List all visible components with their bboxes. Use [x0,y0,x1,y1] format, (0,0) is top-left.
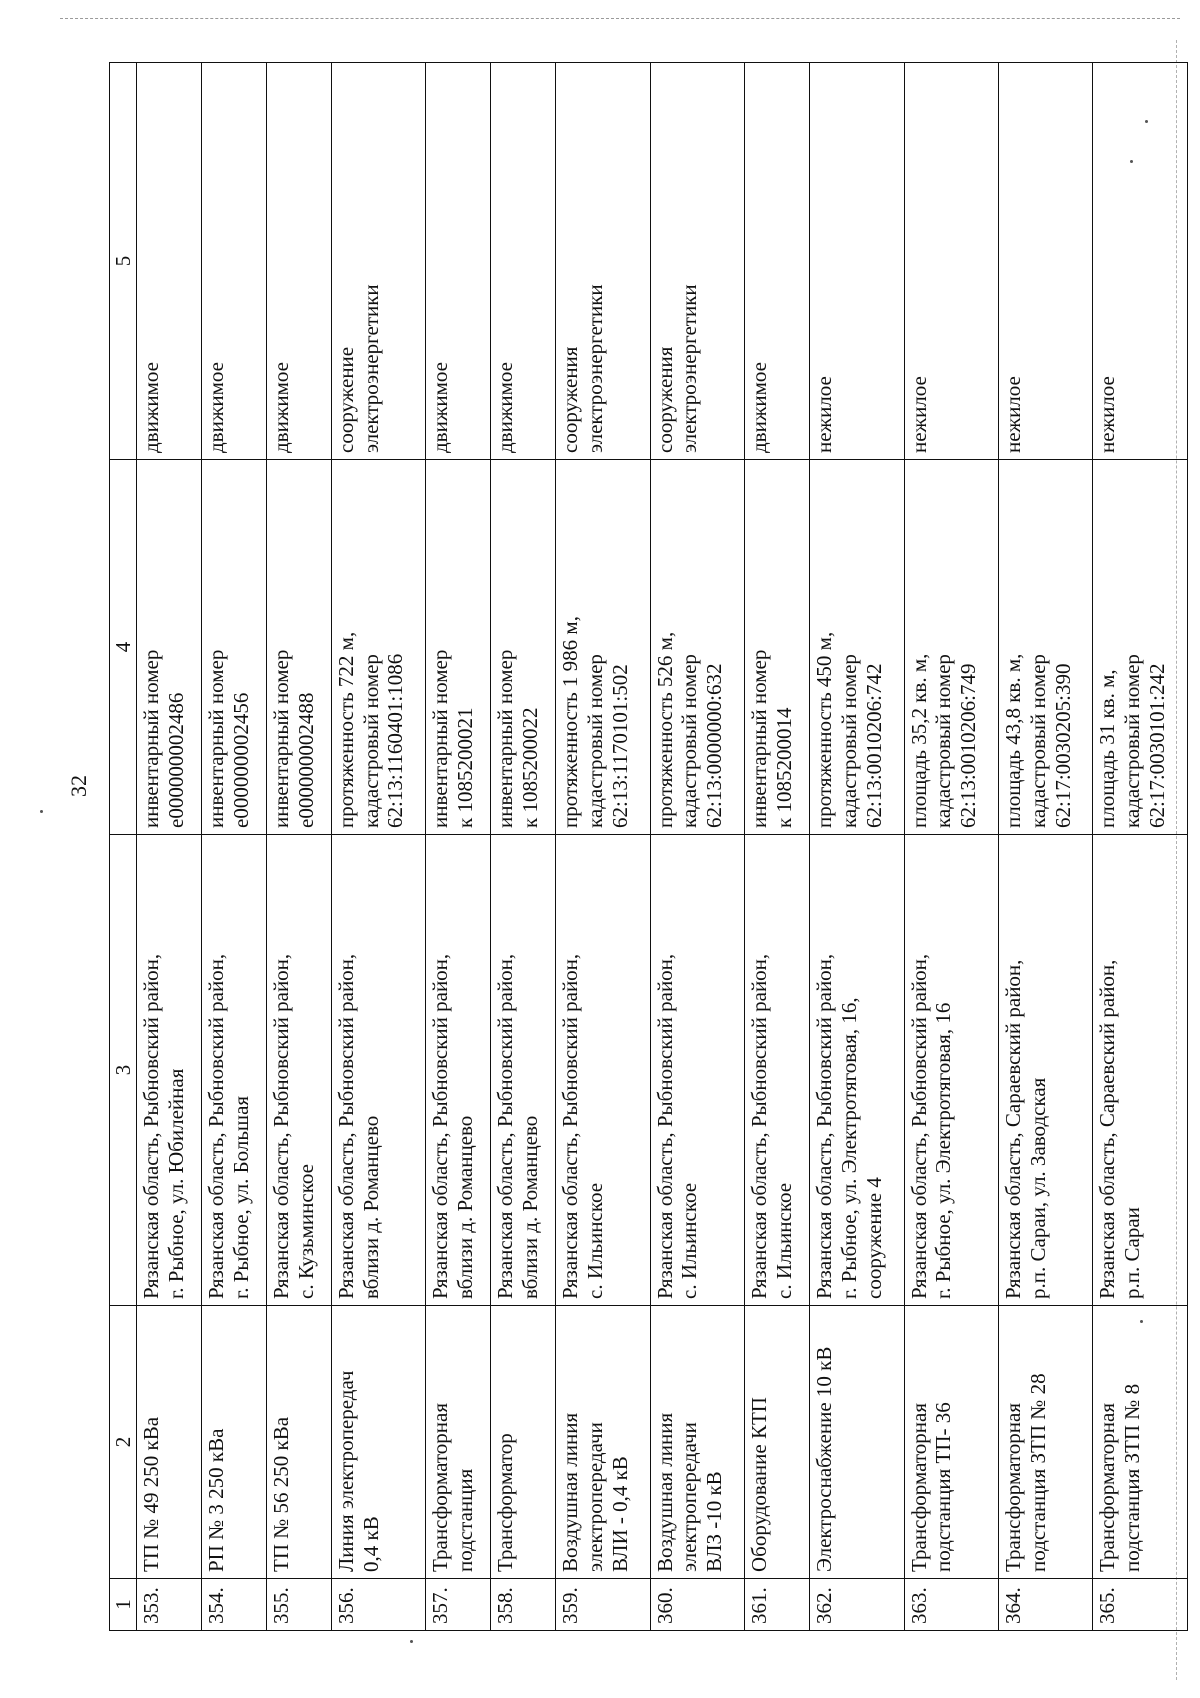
address-cell: Рязанская область, Рыбновский район, с. Ильинское [650,835,744,1306]
table-row [491,63,556,1631]
row-number-cell: 359. [556,1579,650,1631]
table-row [556,63,650,1631]
details-cell: протяженность 1 986 м, кадастровый номер 62:13:1170101:502 [556,460,650,835]
column-header-4: 4 [110,460,137,835]
registry-table-container [109,63,1188,1631]
registry-table [109,62,1188,1631]
object-name-cell: Трансформаторная подстанция ЗТП № 8 [1093,1306,1188,1579]
property-type-cell: сооружение электроэнергетики [331,63,425,460]
details-cell: инвентарный номер е000000002486 [137,460,202,835]
table-row [331,63,425,1631]
table-row [810,63,904,1631]
property-type-cell: сооружения электроэнергетики [650,63,744,460]
page-number: 32 [66,775,91,797]
property-type-cell: движимое [266,63,331,460]
address-cell: Рязанская область, Рыбновский район, г. Рыбное, ул. Электротяговая, 16, сооружение 4 [810,835,904,1306]
row-number-cell: 362. [810,1579,904,1631]
details-cell: площадь 31 кв. м, кадастровый номер 62:17:0030101:242 [1093,460,1188,835]
row-number-cell: 355. [266,1579,331,1631]
address-cell: Рязанская область, Рыбновский район, г. Рыбное, ул. Большая [201,835,266,1306]
table-row [1093,63,1188,1631]
row-number-cell: 357. [426,1579,491,1631]
details-cell: протяженность 450 м, кадастровый номер 62:13:0010206:742 [810,460,904,835]
object-name-cell: Воздушная линия электропередачи ВЛИ - 0,4 кВ [556,1306,650,1579]
address-cell: Рязанская область, Рыбновский район, вблизи д. Романцево [426,835,491,1306]
object-name-cell: РП № 3 250 кВа [201,1306,266,1579]
row-number-cell: 361. [745,1579,810,1631]
object-name-cell: Оборудование КТП [745,1306,810,1579]
scan-speck [40,810,43,813]
table-row [904,63,998,1631]
table-row [998,63,1092,1631]
scan-speck [410,1640,413,1643]
details-cell: инвентарный номер к 1085200014 [745,460,810,835]
property-type-cell: нежилое [998,63,1092,460]
details-cell: инвентарный номер е000000002456 [201,460,266,835]
row-number-cell: 354. [201,1579,266,1631]
details-cell: протяженность 526 м, кадастровый номер 62:13:0000000:632 [650,460,744,835]
table-row [426,63,491,1631]
row-number-cell: 356. [331,1579,425,1631]
object-name-cell: Воздушная линия электропередачи ВЛЗ -10 кВ [650,1306,744,1579]
column-header-5: 5 [110,63,137,460]
details-cell: площадь 43,8 кв. м, кадастровый номер 62:17:0030205:390 [998,460,1092,835]
scan-edge-top [60,18,1180,19]
property-type-cell: движимое [426,63,491,460]
property-type-cell: нежилое [1093,63,1188,460]
details-cell: протяженность 722 м, кадастровый номер 62:13:1160401:1086 [331,460,425,835]
property-type-cell: нежилое [810,63,904,460]
object-name-cell: Линия электропередач 0,4 кВ [331,1306,425,1579]
details-cell: инвентарный номер к 1085200021 [426,460,491,835]
details-cell: площадь 35,2 кв. м, кадастровый номер 62:13:0010206:749 [904,460,998,835]
row-number-cell: 358. [491,1579,556,1631]
details-cell: инвентарный номер к 1085200022 [491,460,556,835]
object-name-cell: Трансформаторная подстанция ТП- 36 [904,1306,998,1579]
address-cell: Рязанская область, Рыбновский район, с. Ильинское [556,835,650,1306]
address-cell: Рязанская область, Рыбновский район, вблизи д. Романцево [331,835,425,1306]
details-cell: инвентарный номер е000000002488 [266,460,331,835]
address-cell: Рязанская область, Рыбновский район, г. Рыбное, ул. Электротяговая, 16 [904,835,998,1306]
object-name-cell: ТП № 49 250 кВа [137,1306,202,1579]
table-row [266,63,331,1631]
column-header-2: 2 [110,1306,137,1579]
property-type-cell: движимое [201,63,266,460]
row-number-cell: 365. [1093,1579,1188,1631]
row-number-cell: 360. [650,1579,744,1631]
table-row [201,63,266,1631]
object-name-cell: ТП № 56 250 кВа [266,1306,331,1579]
row-number-cell: 364. [998,1579,1092,1631]
column-header-1: 1 [110,1579,137,1631]
object-name-cell: Трансформатор [491,1306,556,1579]
address-cell: Рязанская область, Рыбновский район, г. Рыбное, ул. Юбилейная [137,835,202,1306]
object-name-cell: Трансформаторная подстанция [426,1306,491,1579]
property-type-cell: движимое [491,63,556,460]
row-number-cell: 363. [904,1579,998,1631]
table-row [650,63,744,1631]
property-type-cell: движимое [745,63,810,460]
property-type-cell: сооружения электроэнергетики [556,63,650,460]
address-cell: Рязанская область, Сараевский район, р.п. Сараи, ул. Заводская [998,835,1092,1306]
address-cell: Рязанская область, Рыбновский район, с. Кузьминское [266,835,331,1306]
address-cell: Рязанская область, Рыбновский район, вблизи д. Романцево [491,835,556,1306]
address-cell: Рязанская область, Сараевский район, р.п. Сараи [1093,835,1188,1306]
table-header-row [110,63,137,1631]
object-name-cell: Трансформаторная подстанция ЗТП № 28 [998,1306,1092,1579]
column-header-3: 3 [110,835,137,1306]
row-number-cell: 353. [137,1579,202,1631]
property-type-cell: нежилое [904,63,998,460]
object-name-cell: Электроснабжение 10 кВ [810,1306,904,1579]
table-row [137,63,202,1631]
address-cell: Рязанская область, Рыбновский район, с. Ильинское [745,835,810,1306]
table-row [745,63,810,1631]
property-type-cell: движимое [137,63,202,460]
